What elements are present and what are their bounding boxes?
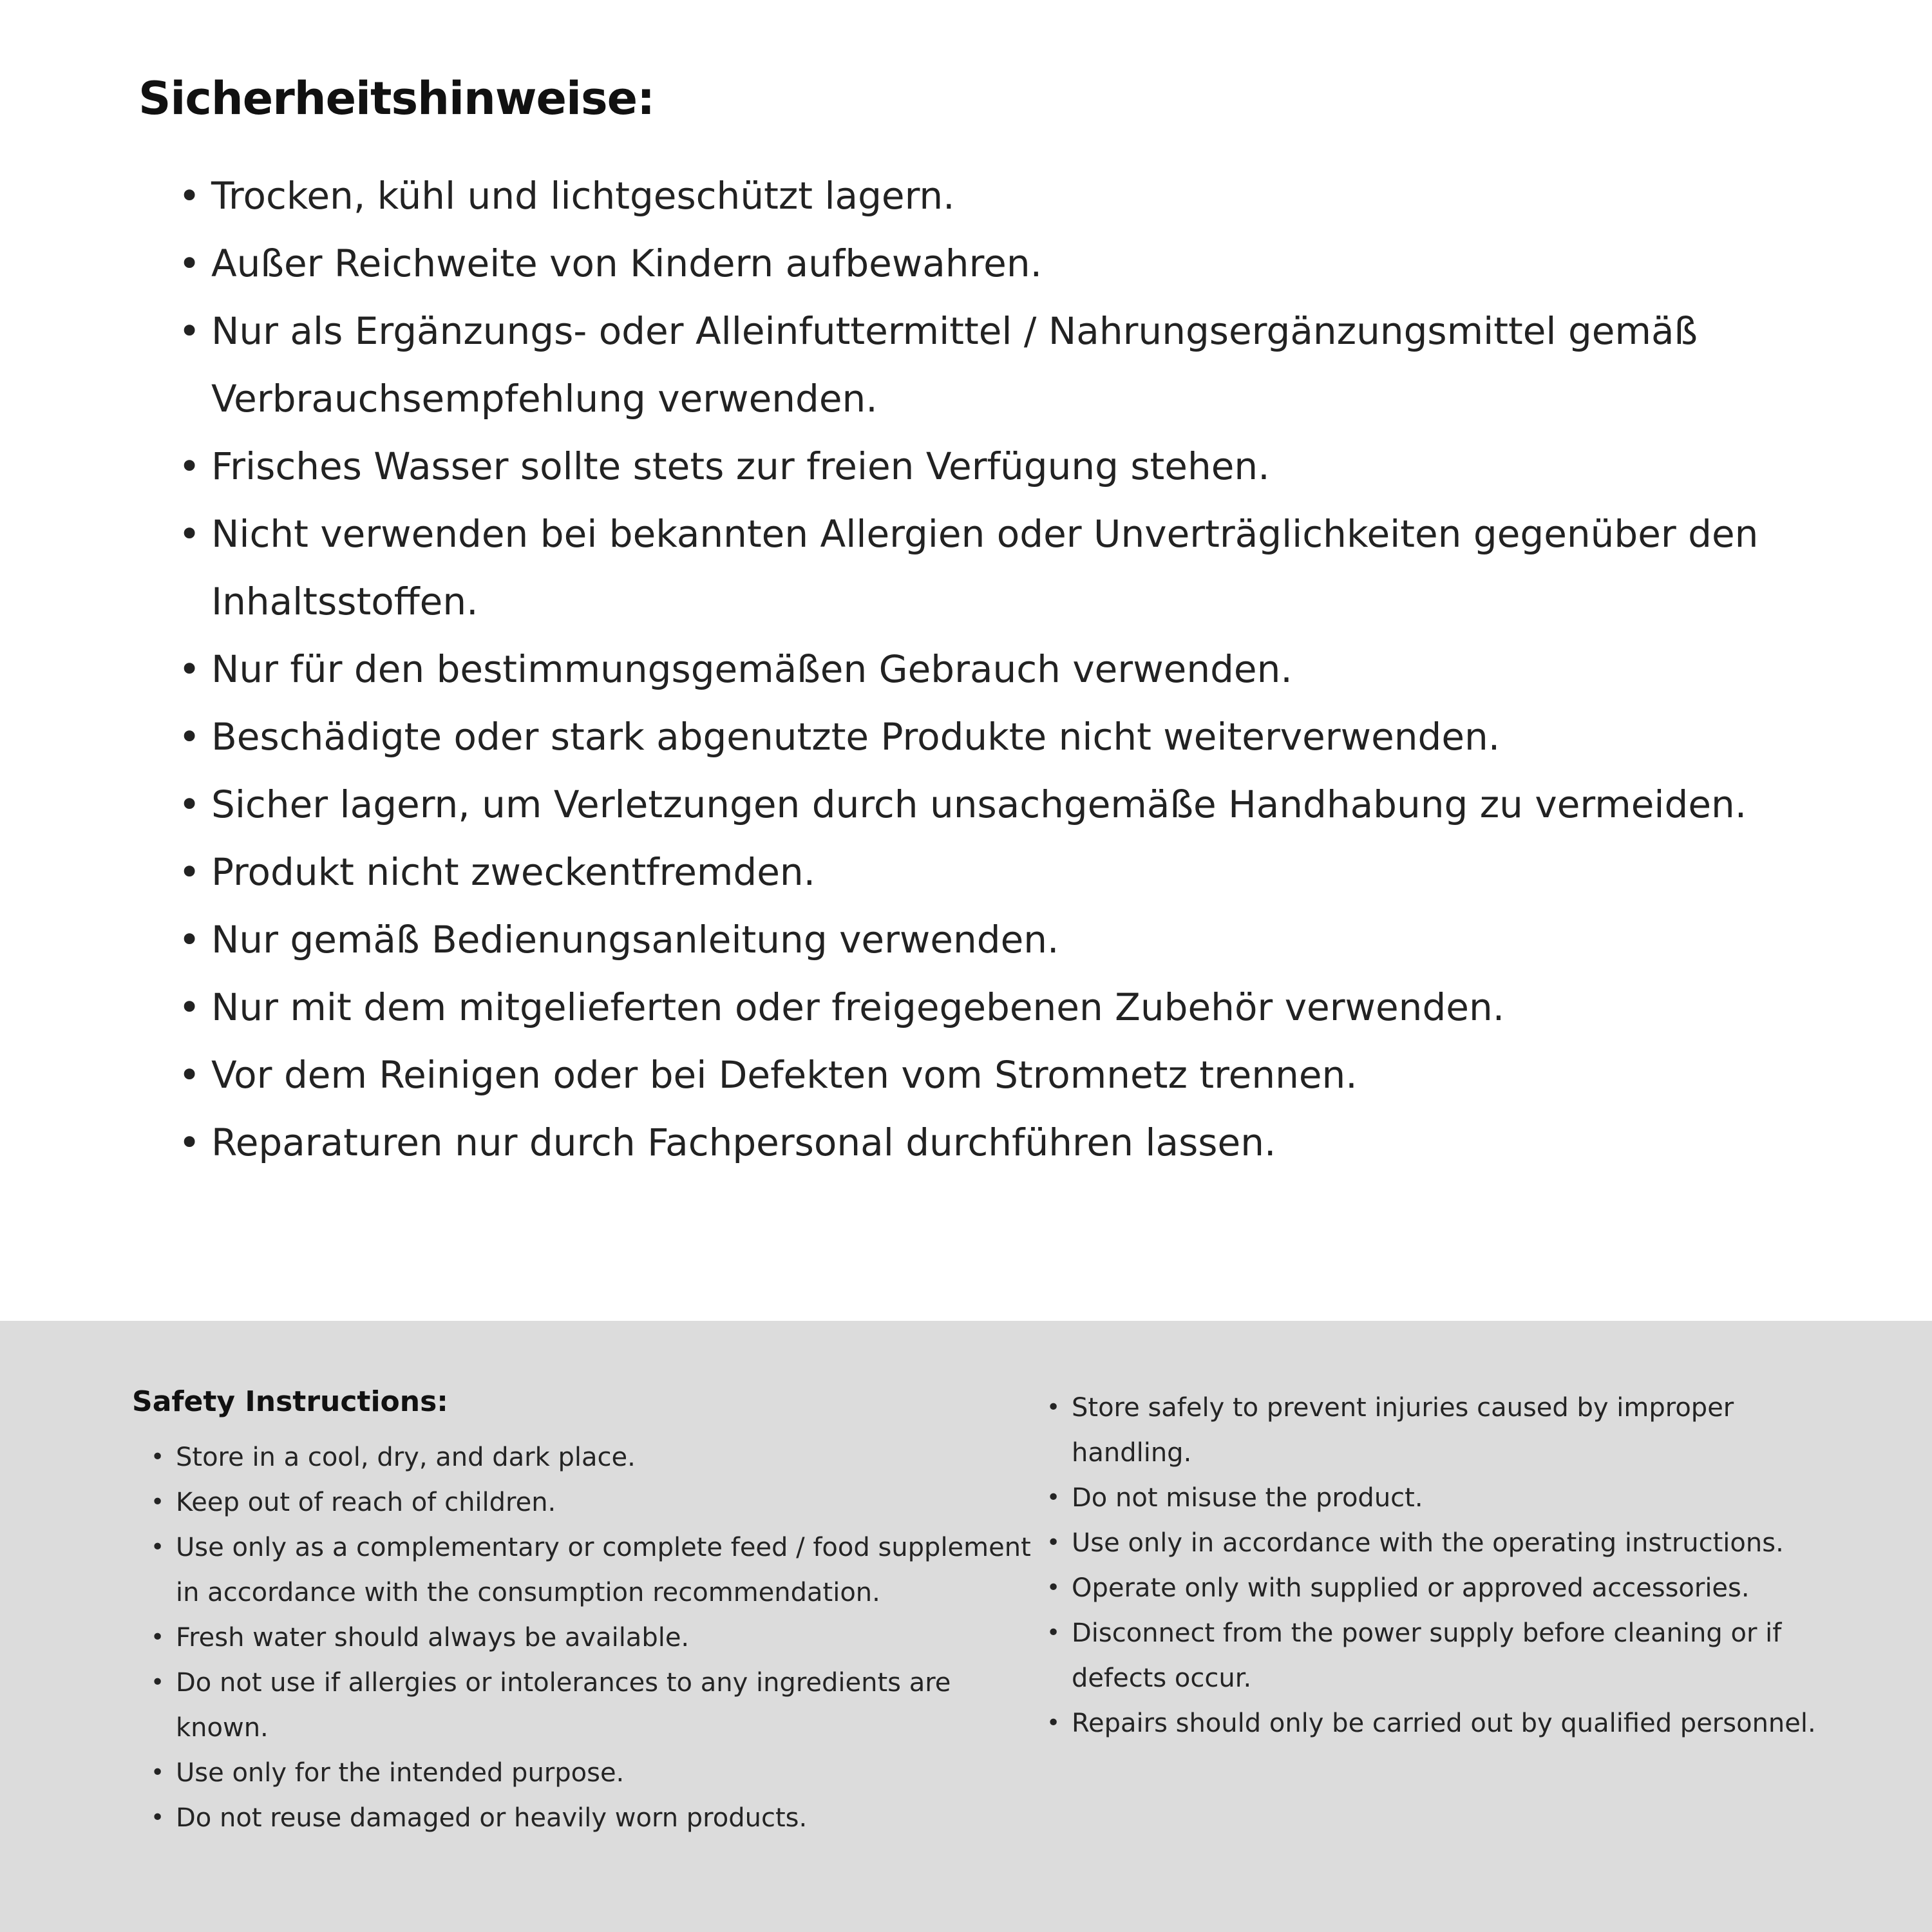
english-section-title: Safety Instructions:: [132, 1385, 448, 1418]
english-safety-list-left: [132, 1435, 1046, 1841]
german-list-item: • Vor dem Reinigen oder bei Defekten vom Stromnetz trennen.: [211, 1041, 1829, 1109]
english-list-item: • Use only in accordance with the operating instructions.: [1072, 1520, 1861, 1566]
german-list-item: • Reparaturen nur durch Fachpersonal durchführen lassen.: [211, 1109, 1829, 1177]
german-list-item: • Trocken, kühl und lichtgeschützt lagern.: [211, 162, 1829, 230]
english-list-item: • Store in a cool, dry, and dark place.: [176, 1435, 1046, 1480]
german-list-item: • Nur für den bestimmungsgemäßen Gebrauch verwenden.: [211, 636, 1829, 703]
english-list-item: • Fresh water should always be available.: [176, 1615, 1046, 1660]
german-safety-list: [138, 162, 1829, 1177]
english-list-item: • Use only as a complementary or complete feed / food supplement in accordance with the consumption recommendation.: [176, 1525, 1046, 1615]
english-list-item: • Repairs should only be carried out by qualified personnel.: [1072, 1701, 1861, 1746]
english-left-column: [132, 1385, 1046, 1841]
german-list-item: • Beschädigte oder stark abgenutzte Produkte nicht weiterverwenden.: [211, 703, 1829, 771]
english-list-item: • Do not use if allergies or intolerances to any ingredients are known.: [176, 1660, 1046, 1750]
english-list-item: • Operate only with supplied or approved accessories.: [1072, 1566, 1861, 1611]
german-list-item: • Frisches Wasser sollte stets zur freien Verfügung stehen.: [211, 433, 1829, 500]
german-list-item: • Produkt nicht zweckentfremden.: [211, 838, 1829, 906]
german-list-item: • Nur gemäß Bedienungsanleitung verwenden.: [211, 906, 1829, 974]
german-section-title: Sicherheitshinweise:: [138, 72, 655, 125]
english-right-column: [1046, 1385, 1861, 1746]
english-list-item: • Store safely to prevent injuries caused by improper handling.: [1072, 1385, 1861, 1475]
english-safety-list-right: [1046, 1385, 1861, 1746]
english-list-item: • Do not reuse damaged or heavily worn products.: [176, 1795, 1046, 1841]
german-list-item: • Nur mit dem mitgelieferten oder freigegebenen Zubehör verwenden.: [211, 974, 1829, 1041]
german-list-item: • Nicht verwenden bei bekannten Allergien oder Unverträglichkeiten gegenüber den Inhaltsstoffen.: [211, 500, 1829, 636]
english-list-item: • Use only for the intended purpose.: [176, 1750, 1046, 1795]
german-list-item: • Nur als Ergänzungs- oder Alleinfuttermittel / Nahrungsergänzungsmittel gemäß Verbrauchsempfehlung verwenden.: [211, 298, 1829, 433]
english-list-item: • Keep out of reach of children.: [176, 1480, 1046, 1525]
german-list-item: • Sicher lagern, um Verletzungen durch unsachgemäße Handhabung zu vermeiden.: [211, 771, 1829, 838]
english-list-item: • Do not misuse the product.: [1072, 1475, 1861, 1520]
german-list-item: • Außer Reichweite von Kindern aufbewahren.: [211, 230, 1829, 298]
english-safety-section: [0, 1321, 1932, 1932]
english-list-item: • Disconnect from the power supply before cleaning or if defects occur.: [1072, 1611, 1861, 1701]
